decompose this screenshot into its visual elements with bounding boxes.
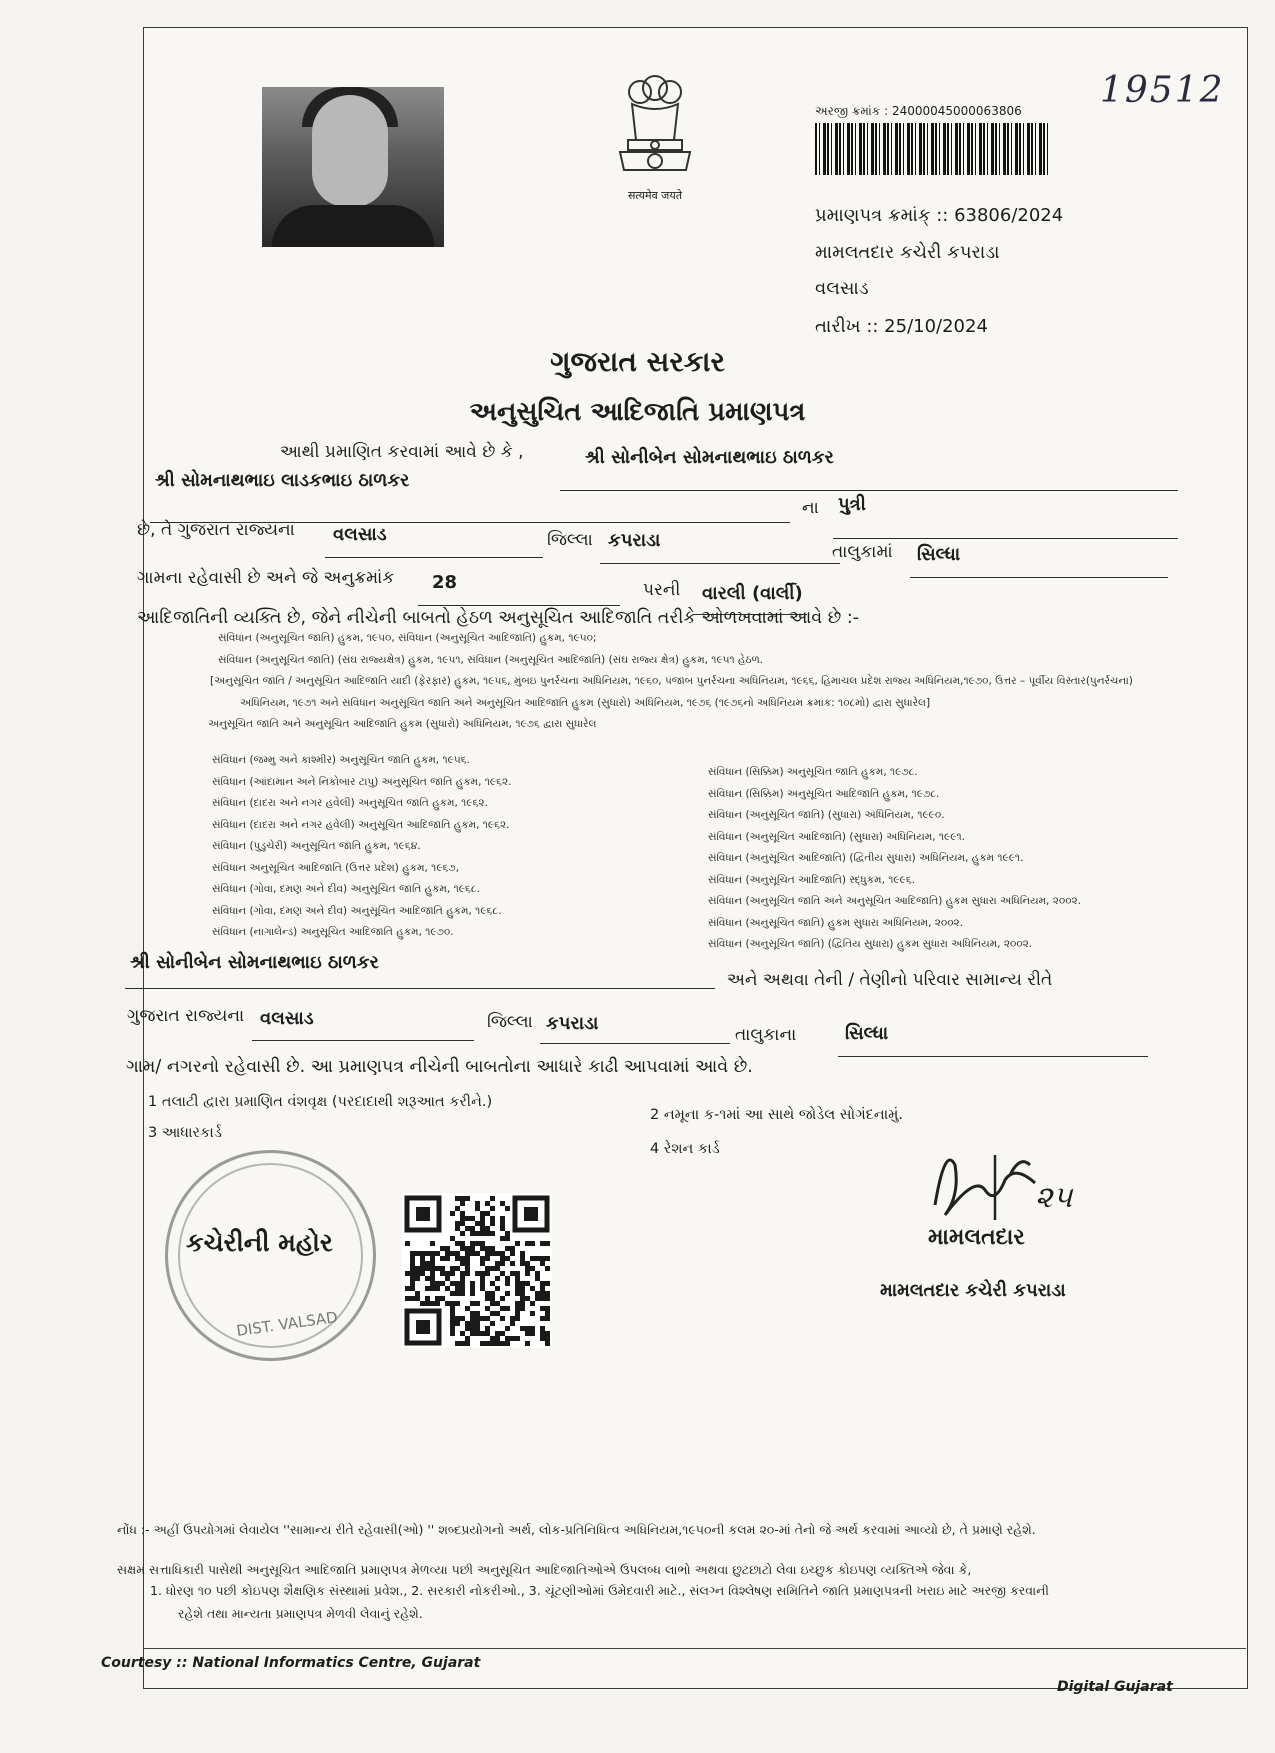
application-number: અરજી ક્રમાંક : 24000045000063806 xyxy=(815,104,1022,118)
village-value-2: સિલ્ધા xyxy=(845,1023,889,1044)
family-text: અને અથવા તેની / તેણીનો પરિવાર સામાન્ય રીતે xyxy=(727,970,1053,990)
state-prefix: છે, તે ગુજરાત રાજ્યના xyxy=(137,520,295,540)
signature-mark xyxy=(925,1135,1125,1235)
document-item: 1 તલાટી દ્વારા પ્રમાણિત વંશવૃક્ષ (પરદાદાથી શરૂઆત કરીને.) xyxy=(148,1094,493,1110)
order-line: અધિનિયમ, ૧૯૭૧ અને સંવિધાન અનુસૂચિત જાતિ અને અનુસૂચિત આદિજાતિ હુકમ (સુધારો) અધિનિયમ, ૧૯૭૬ (૧૯૭૬નો અધિનિયમ ક્રમાંક: ૧૦૮મો) દ્વારા સુધારેલ] xyxy=(240,696,931,709)
order-line: સંવિધાન (અનુસૂચિત જાતિ) હુકમ સુધારા અધિનિયમ, ૨૦૦૨. xyxy=(708,916,964,929)
order-line: સંવિધાન (દાદરા અને નગર હવેલી) અનુસૂચિત આદિજાતિ હુકમ, ૧૯૬૨. xyxy=(212,818,510,831)
orders-top xyxy=(208,628,1133,736)
issuing-office: મામલતદાર કચેરી કપરાડા xyxy=(815,242,1000,263)
orders-left xyxy=(212,750,512,944)
qr-code xyxy=(402,1193,552,1348)
order-line: સંવિધાન (અનુસૂચિત આદિજાતિ) સ્દ્ધુકમ, ૧૯૯૬. xyxy=(708,873,916,886)
relation-line xyxy=(833,538,1178,539)
order-line: સંવિધાન (જમ્મુ અને કાશ્મીર) અનુસૂચિત જાતિ હુકમ, ૧૯૫૬. xyxy=(212,754,470,766)
certify-intro: આથી પ્રમાણિત કરવામાં આવે છે કે , xyxy=(280,442,524,462)
order-line: સંવિધાન (અનુસૂચિત જાતિ) (સંઘ રાજ્યક્ષેત્ર) હુકમ, ૧૯૫૧, સંવિધાન (અનુસૂચિત આદિજાતિ) (સંઘ રાજ્ય ક્ષેત્ર) હુકમ, ૧૯૫૧ હેઠળ. xyxy=(218,653,764,666)
village-line-2 xyxy=(838,1056,1148,1057)
order-line: સંવિધાન (અનુસૂચિત જાતિ) (દ્વિતિય સુધારા) હુકમ સુધારા અધિનિયમ, ૨૦૦૨. xyxy=(708,938,1033,950)
basis-text: ગામ/ નગરનો રહેવાસી છે. આ પ્રમાણપત્ર નીચેની બાબતોના આધારે કાઢી આપવામાં આવે છે. xyxy=(126,1057,753,1077)
footer-rule xyxy=(143,1648,1246,1649)
order-line: સંવિધાન (સિક્કિમ) અનુસૂચિત જાતિ હુકમ, ૧૯૭૮. xyxy=(708,766,918,778)
order-line: સંવિધાન (અનુસૂચિત જાતિ અને અનુસૂચિત આદિજાતિ) હુકમ સુધારા અધિનિયમ, ૨૦૦૨. xyxy=(708,895,1082,907)
order-line: સંવિધાન (નાગાલેન્ડ) અનુસૂચિત આદિજાતિ હુકમ, ૧૯૭૦. xyxy=(212,926,454,938)
village-value: સિલ્ધા xyxy=(917,544,961,565)
issue-date: તારીખ :: 25/10/2024 xyxy=(815,316,988,337)
order-line: સંવિધાન (દાદરા અને નગર હવેલી) અનુસૂચિત જાતિ હુકમ, ૧૯૬૨. xyxy=(212,797,488,809)
relation: પુત્રી xyxy=(838,494,866,515)
taluka-label: તાલુકામાં xyxy=(832,542,893,562)
na-label: ના xyxy=(802,498,819,518)
district-label-2: જિલ્લા xyxy=(487,1012,533,1032)
resident-label: ગામના રહેવાસી છે અને જે અનુક્રમાંક xyxy=(137,568,395,588)
barcode xyxy=(815,123,1050,175)
signatory-designation: મામલતદાર xyxy=(928,1225,1025,1250)
document-item: 4 રેશન કાર્ડ xyxy=(650,1141,720,1157)
declaration: આદિજાતિની વ્યક્તિ છે, જેને નીચેની બાબતો હેઠળ અનુસૂચિત આદિજાતિ તરીકે ઓળખવામાં આવે છે :- xyxy=(137,608,860,628)
district-value-2: વલસાડ xyxy=(260,1008,314,1029)
signature-date: ૨૫ xyxy=(1035,1180,1073,1215)
taluka-value: કપરાડા xyxy=(608,530,661,551)
order-line: સંવિધાન (અનુસૂચિત આદિજાતિ) (સુધારા) અધિનિયમ, ૧૯૯૧. xyxy=(708,830,965,843)
note-line-3: રહેશે તથા માન્યતા પ્રમાણપત્ર મેળવી લેવાનું રહેશે. xyxy=(178,1606,423,1621)
holder-photo xyxy=(262,87,444,247)
taluka-value-2: કપરાડા xyxy=(546,1013,599,1034)
national-motto: सत्यमेव जयते xyxy=(627,189,682,202)
district-value: વલસાડ xyxy=(333,524,387,545)
taluka-label-2: તાલુકાના xyxy=(735,1025,797,1045)
district-line xyxy=(325,557,543,558)
certificate-number: પ્રમાણપત્ર ક્રમાંક્ :: 63806/2024 xyxy=(815,205,1064,226)
district-label: જિલ્લા xyxy=(547,530,593,550)
order-line: સંવિધાન (આંદામાન અને નિકોબાર ટાપુ) અનુસૂચિત જાતિ હુકમ, ૧૯૬૨. xyxy=(212,775,512,788)
order-line: સંવિધાન (સિક્કિમ) અનુસૂચિત આદિજાતિ હુકમ, ૧૯૭૮. xyxy=(708,787,940,800)
document-item: 2 નમૂના ક-૧માં આ સાથે જોડેલ સોગંદનામું. xyxy=(650,1107,904,1123)
village-line xyxy=(910,577,1168,578)
tribe-name: વારલી (વાર્લી) xyxy=(702,583,803,604)
order-line: સંવિધાન (ગોવા, દમણ અને દીવ) અનુસૂચિત જાતિ હુકમ, ૧૯૬૮. xyxy=(212,883,480,895)
document-item: 3 આધારકાર્ડ xyxy=(148,1125,222,1141)
orders-right xyxy=(708,762,1081,956)
handwritten-number: 19512 xyxy=(1100,70,1225,111)
holder-name-line xyxy=(560,490,1178,491)
order-line: [અનુસૂચિત જાતિ / અનુસૂચિત આદિજાતિ યાદી (ફેરફાર) હુકમ, ૧૯૫૬, મુંબઇ પુનર્રચના અધિનિયમ, ૧૯૬૦, પંજાબ પુનર્રચના અધિનિયમ, ૧૯૬૬, હિમાચલ પ્રદેશ રાજ્ય અધિનિયમ,૧૯૭૦, ઉત્તર – પૂર્વીય વિસ્તાર(પુનર્રચના) xyxy=(210,675,1133,687)
order-line: સંવિધાન (પુડુચેરી) અનુસૂચિત જાતિ હુકમ, ૧૯૬૪. xyxy=(212,840,421,852)
holder-name: શ્રી સોનીબેન સોમનાથભાઇ ઠાળકર xyxy=(585,447,834,468)
seal-text: કચેરીની મહોર xyxy=(186,1228,333,1257)
holder-name-repeat-line xyxy=(125,988,715,989)
government-title: ગુજરાત સરકાર xyxy=(550,345,725,378)
serial-line xyxy=(418,605,620,606)
order-line: સંવિધાન (અનુસૂચિત આદિજાતિ) (દ્વિતીય સુધારા) અધિનિયમ, હુકમ ૧૯૯૧. xyxy=(708,852,1024,864)
state-prefix-2: ગુજરાત રાજ્યના xyxy=(127,1006,245,1026)
order-line: સંવિધાન (અનુસૂચિત જાતિ) હુકમ, ૧૯૫૦, સંવિધાન (અનુસૂચિત આદિજાતિ) હુકમ, ૧૯૫૦; xyxy=(218,632,597,644)
note-line-1: સક્ષમ સત્તાધિકારી પાસેથી અનુસૂચિત આદિજાતિ પ્રમાણપત્ર મેળવ્યા પછી અનુસૂચિત આદિજાતિઓએ ઉપલબ્ધ લાભો અથવા છુટછાટો લેવા ઇચ્છુક કોઇપણ વ્યક્તિએ જેવા કે, xyxy=(117,1562,972,1577)
order-line: સંવિધાન અનુસૂચિત આદિજાતિ (ઉત્તર પ્રદેશ) હુકમ, ૧૯૬૭, xyxy=(212,861,460,874)
upon-label: પરની xyxy=(643,580,681,600)
certificate-title: અનુસુચિત આદિજાતિ પ્રમાણપત્ર xyxy=(469,397,806,427)
taluka-line-2 xyxy=(540,1043,730,1044)
note-text: નોંધ :- અહીં ઉપયોગમાં લેવાયેલ ''સામાન્ય રીતે રહેવાસી(ઓ) '' શબ્દપ્રયોગનો અર્થ, લોક-પ્રતિનિધિત્વ અધિનિયમ,૧૯૫૦ની કલમ ૨૦-માં તેનો જે અર્થ કરવામાં આવ્યો છે, તે પ્રમાણે રહેશે. xyxy=(117,1522,1036,1537)
order-line: સંવિધાન (ગોવા, દમણ અને દીવ) અનુસૂચિત આદિજાતિ હુકમ, ૧૯૬૮. xyxy=(212,904,502,917)
issuing-district: વલસાડ xyxy=(815,278,869,299)
signatory-office: મામલતદાર કચેરી કપરાડા xyxy=(880,1280,1066,1301)
courtesy-text: Courtesy :: National Informatics Centre, Gujarat xyxy=(101,1655,481,1671)
national-emblem-icon xyxy=(610,70,700,180)
parent-name: શ્રી સોમનાથભાઇ લાડકભાઇ ઠાળકર xyxy=(155,470,410,491)
holder-name-repeat: શ્રી સોનીબેન સોમનાથભાઇ ઠાળકર xyxy=(130,952,379,973)
footer-brand: Digital Gujarat xyxy=(1057,1679,1173,1695)
order-line: સંવિધાન (અનુસૂચિત જાતિ) (સુધારા) અધિનિયમ, ૧૯૯૦. xyxy=(708,809,945,821)
district-line-2 xyxy=(252,1040,474,1041)
taluka-line xyxy=(600,563,840,564)
serial-number: 28 xyxy=(432,572,458,593)
order-line: અનુસૂચિત જાતિ અને અનુસૂચિત આદિજાતિ હુકમ (સુધારો) અધિનિયમ, ૧૯૭૬ દ્વારા સુધારેલ xyxy=(208,718,597,730)
seal-district: DIST. VALSAD xyxy=(235,1307,339,1341)
note-line-2: 1. ધોરણ ૧૦ પછી કોઇપણ શૈક્ષણિક સંસ્થામાં પ્રવેશ., 2. સરકારી નોકરીઓ., 3. ચૂંટણીઓમાં ઉમેદવારી માટે., સંલગ્ન વિશ્લેષણ સમિતિને જાતિ પ્રમાણપત્રની ખરાઇ માટે અરજી કરવાની xyxy=(150,1583,1049,1598)
